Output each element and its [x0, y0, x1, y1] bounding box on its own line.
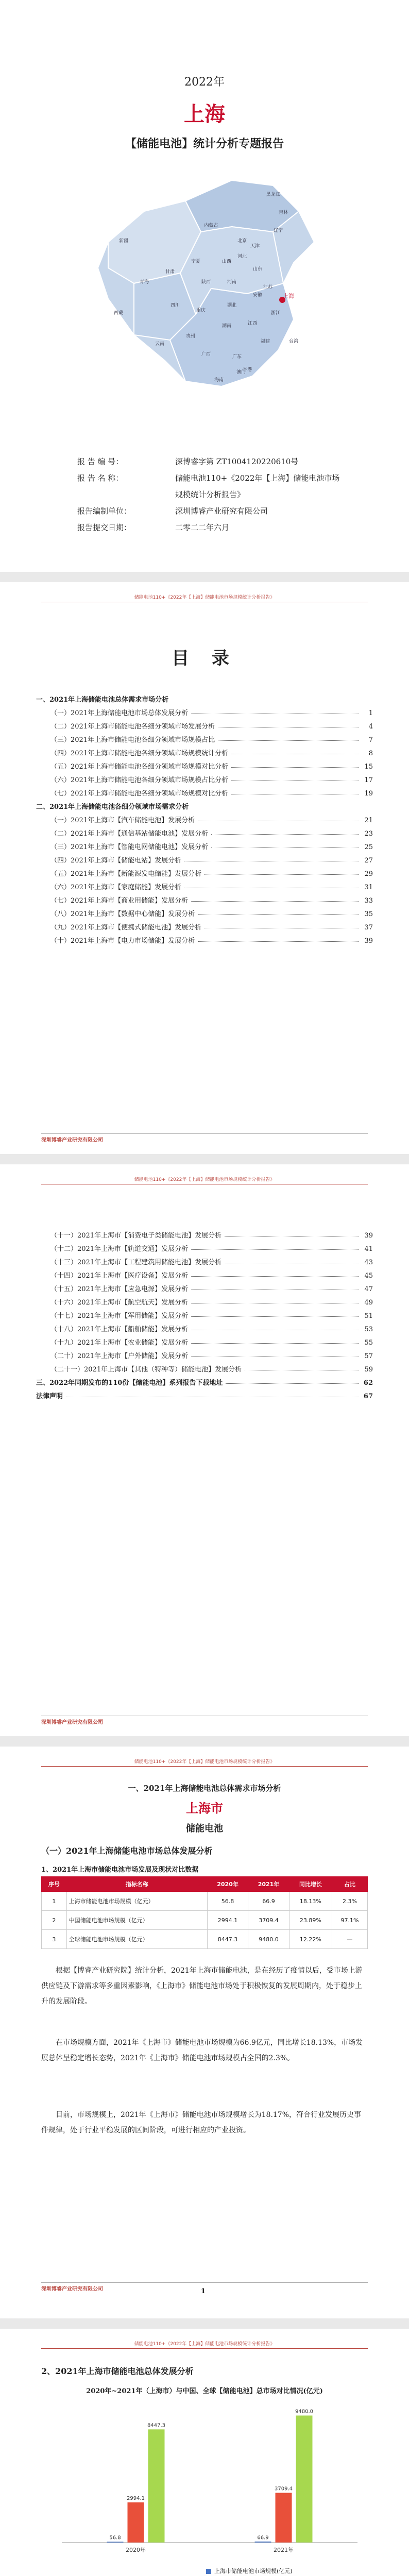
toc-entry-title: （三）2021年上海市【智能电网储能电池】发展分析: [50, 843, 209, 851]
toc-entry[interactable]: [36, 1347, 373, 1360]
info-row: [77, 503, 345, 519]
map-label: 广东: [232, 354, 242, 360]
product-heading: 储能电池: [186, 1823, 223, 1834]
toc-entry-page: 35: [364, 910, 373, 918]
map-label: 内蒙古: [204, 223, 218, 228]
toc-leader: [191, 1276, 359, 1277]
toc-leader: [191, 1316, 359, 1317]
table-cell: 2994.1: [207, 1911, 248, 1930]
table-cell: 3709.4: [248, 1911, 289, 1930]
toc-entry-title: （十五）2021年上海市【应急电源】发展分析: [50, 1285, 189, 1293]
toc-entry-title: （十四）2021年上海市【医疗设备】发展分析: [50, 1272, 189, 1280]
map-label: 湖北: [227, 303, 237, 308]
map-label: 黑龙江: [266, 192, 280, 197]
bar: [276, 2493, 292, 2543]
data-label: 2994.1: [127, 2496, 145, 2502]
toc-entry[interactable]: [36, 1307, 373, 1320]
map-label: 江苏: [263, 285, 273, 290]
toc-entry[interactable]: [36, 1253, 373, 1266]
map-label: 新疆: [118, 239, 129, 244]
toc-entry[interactable]: [36, 1374, 373, 1387]
toc-entry[interactable]: [36, 784, 373, 798]
table-header-cell: 同比增长: [289, 1877, 332, 1892]
table-cell: 97.1%: [332, 1911, 367, 1930]
subsection-heading: （一）2021年上海储能电池市场总体发展分析: [41, 1846, 213, 1856]
toc-entry-title: （六）2021年上海市储能电池各细分领域市场规模占比分析: [50, 776, 229, 784]
toc-entry[interactable]: [36, 824, 373, 838]
toc-entry-title: （六）2021年上海市【家庭储能】发展分析: [50, 884, 182, 891]
table-cell: 56.8: [207, 1892, 248, 1911]
toc-entry[interactable]: [36, 798, 373, 811]
toc-entry-title: （十）2021年上海市【电力市场储能】发展分析: [50, 937, 195, 945]
toc-entry-page: 55: [364, 1339, 373, 1347]
info-label: 报告编制单位：: [77, 506, 132, 516]
table-cell: 9480.0: [248, 1930, 289, 1949]
cover-year: 2022年: [184, 76, 225, 89]
info-label: 报告提交日期：: [77, 523, 132, 532]
content-page-1: [0, 1747, 409, 2318]
page-header: 储能电池110+《2022年【上海】储能电池市场规模统计分析报告》: [41, 2340, 368, 2349]
map-label: 上海: [283, 293, 294, 299]
toc-entry[interactable]: [36, 865, 373, 878]
toc-leader: [211, 834, 359, 835]
toc-entry-page: 27: [364, 857, 373, 865]
table-header-cell: 2020年: [207, 1877, 248, 1892]
toc-entry-page: 37: [364, 924, 373, 931]
page-footer: 深圳博睿产业研究有限公司: [41, 2282, 368, 2292]
toc-entry-title: 法律声明: [36, 1393, 63, 1400]
toc-entry[interactable]: [36, 717, 373, 731]
page-header: 储能电池110+《2022年【上海】储能电池市场规模统计分析报告》: [41, 1758, 368, 1767]
toc-entry-title: （四）2021年上海市储能电池各细分领域市场规模统计分析: [50, 750, 229, 757]
subsection-heading: 2、2021年上海市储能电池总体发展分析: [41, 2366, 194, 2376]
toc-leader: [198, 914, 359, 915]
toc-entry[interactable]: [36, 771, 373, 784]
toc-entry[interactable]: [36, 905, 373, 918]
info-row: [77, 453, 345, 470]
section-heading: 一、2021年上海储能电池总体需求市场分析: [128, 1784, 281, 1793]
toc-entry-title: （二十一）2021年上海市【其他（特种等）储能电池】发展分析: [50, 1366, 242, 1374]
toc-entry-page: 19: [364, 790, 373, 798]
toc-entry-title: （八）2021年上海市【数据中心储能】发展分析: [50, 910, 195, 918]
toc-entry-page: 67: [363, 1393, 373, 1400]
toc-entry-page: 59: [364, 1366, 373, 1374]
market-data-table: [41, 1876, 368, 1949]
info-label: 报 告 编 号：: [77, 457, 124, 466]
cover-page: [0, 0, 409, 572]
toc-entry-page: 53: [364, 1326, 373, 1333]
toc-entry-title: （七）2021年上海市储能电池各细分领域市场规模对比分析: [50, 790, 229, 798]
toc-entry-page: 31: [364, 884, 373, 891]
toc-entry-page: 25: [364, 843, 373, 851]
chart-legend: [206, 2567, 293, 2576]
toc-entry-title: （五）2021年上海市储能电池各细分领域市场规模对比分析: [50, 763, 229, 771]
toc-leader: [191, 1249, 359, 1250]
map-label: 湖南: [221, 324, 232, 329]
info-row: [77, 519, 345, 536]
toc-entry[interactable]: [36, 851, 373, 865]
data-label: 8447.3: [147, 2422, 165, 2429]
toc-leader: [191, 901, 359, 902]
toc-entry-title: （十七）2021年上海市【军用储能】发展分析: [50, 1312, 189, 1320]
map-label: 澳门: [236, 370, 246, 375]
table-row: [42, 1892, 368, 1911]
toc-entry-title: （十三）2021年上海市【工程建筑用储能电池】发展分析: [50, 1259, 222, 1266]
legend-item: [206, 2567, 293, 2576]
toc-leader: [191, 1343, 359, 1344]
toc-entry[interactable]: [36, 704, 373, 717]
toc-entry-page: 39: [364, 1232, 373, 1240]
china-map: [77, 165, 332, 402]
toc-leader: [226, 1383, 359, 1384]
toc-entry-page: 41: [364, 1245, 373, 1253]
toc-entry[interactable]: [36, 1333, 373, 1347]
page-header: 储能电池110+《2022年【上海】储能电池市场规模统计分析报告》: [41, 594, 368, 602]
data-label: 9480.0: [295, 2409, 313, 2415]
toc-entry-title: （十九）2021年上海市【农业储能】发展分析: [50, 1339, 189, 1347]
toc-page-1: [0, 582, 409, 1154]
bar: [128, 2502, 144, 2543]
toc-page-2: [0, 1164, 409, 1736]
cover-title: 【储能电池】统计分析专题报告: [125, 137, 284, 150]
map-label: 甘肃: [165, 269, 175, 275]
toc-entry[interactable]: [36, 891, 373, 905]
table-cell: 上海市储能电池市场规模（亿元）: [66, 1892, 207, 1911]
table-row: [42, 1930, 368, 1949]
map-label: 重庆: [196, 308, 206, 313]
data-label: 56.8: [109, 2535, 121, 2541]
toc-entry-page: 17: [364, 776, 373, 784]
toc-entry[interactable]: [36, 931, 373, 945]
toc-list: [36, 1226, 373, 1400]
map-label: 四川: [170, 303, 180, 308]
toc-entry-title: （二）2021年上海市储能电池各细分领域市场发展分析: [50, 723, 215, 731]
cover-city: 上海: [184, 102, 225, 126]
bar: [107, 2542, 124, 2543]
toc-entry-title: （四）2021年上海市【储能电站】发展分析: [50, 857, 182, 865]
table-cell: —: [332, 1930, 367, 1949]
toc-entry[interactable]: [36, 1266, 373, 1280]
toc-entry[interactable]: [36, 838, 373, 851]
toc-entry-page: 57: [364, 1352, 373, 1360]
toc-entry[interactable]: [36, 744, 373, 757]
toc-entry[interactable]: [36, 1387, 373, 1400]
map-label: 台湾: [288, 339, 299, 344]
map-label: 天津: [250, 244, 260, 249]
toc-entry-title: （三）2021年上海市储能电池各细分领域市场规模占比: [50, 736, 215, 744]
table-cell: 12.22%: [289, 1930, 332, 1949]
page-header: 储能电池110+《2022年【上海】储能电池市场规模统计分析报告》: [41, 1176, 368, 1184]
table-cell: 3: [42, 1930, 67, 1949]
content-page-2: [0, 2329, 409, 2576]
map-label: 安徽: [252, 293, 263, 298]
toc-entry[interactable]: [36, 731, 373, 744]
toc-entry-page: 49: [364, 1299, 373, 1307]
toc-entry[interactable]: [36, 1320, 373, 1333]
info-value: 储能电池110+《2022年【上海】储能电池市场规模统计分析报告》: [175, 473, 340, 499]
table-title: 1、2021年上海市储能电池市场发展及现状对比数据: [41, 1866, 199, 1874]
toc-entry-title: （一）2021年上海储能电池市场总体发展分析: [50, 709, 189, 717]
toc-entry[interactable]: [36, 1293, 373, 1307]
page-footer: 深圳博睿产业研究有限公司: [41, 1716, 368, 1725]
map-label: 河南: [227, 280, 237, 285]
map-label: 贵州: [185, 334, 196, 339]
table-header-cell: 序号: [42, 1877, 67, 1892]
map-label: 福建: [260, 339, 270, 344]
map-label: 浙江: [270, 311, 281, 316]
map-label: 海南: [214, 378, 224, 383]
map-label: 西藏: [113, 311, 124, 316]
page-number: 1: [201, 2287, 206, 2295]
toc-leader: [204, 874, 359, 875]
toc-entry[interactable]: [36, 878, 373, 891]
toc-entry-page: 15: [364, 763, 373, 771]
paragraph: 目前，市场规模上，2021年《上海市》储能电池市场规模增长为18.17%，符合行业发展历史事件规律，处于行业平稳发展的区间阶段，可进行相应的产业投资。: [41, 2111, 362, 2134]
table-cell: 1: [42, 1892, 67, 1911]
toc-entry-title: 三、2022年同期发布的110份【储能电池】系列报告下载地址: [36, 1379, 223, 1387]
table-header-cell: 指标名称: [66, 1877, 207, 1892]
table-header-cell: 占比: [332, 1877, 367, 1892]
x-tick-label: 2020年: [126, 2547, 146, 2553]
legend-swatch: [206, 2569, 211, 2574]
map-label: 香港: [242, 367, 252, 372]
map-label: 山西: [221, 259, 232, 264]
toc-leader: [218, 740, 359, 741]
toc-entry[interactable]: [36, 1280, 373, 1293]
toc-entry-title: （二十）2021年上海市【户外储能】发展分析: [50, 1352, 189, 1360]
toc-entry-page: 39: [364, 937, 373, 945]
city-heading: 上海市: [186, 1801, 223, 1816]
toc-entry-title: （二）2021年上海市【通信基站储能电池】发展分析: [50, 830, 209, 838]
table-cell: 18.13%: [289, 1892, 332, 1911]
toc-entry[interactable]: [36, 757, 373, 771]
bar: [148, 2429, 165, 2543]
toc-title: 目 录: [172, 648, 237, 669]
toc-entry[interactable]: [36, 1360, 373, 1374]
toc-entry-title: （十一）2021年上海市【消费电子类储能电池】发展分析: [50, 1232, 222, 1240]
bar: [296, 2416, 313, 2543]
map-label: 江西: [247, 321, 258, 326]
table-cell: 2.3%: [332, 1892, 367, 1911]
toc-entry-title: （五）2021年上海市【新能源发电储能】发展分析: [50, 870, 202, 878]
chart-title: 2020年~2021年（上海市）与中国、全球【储能电池】总市场对比情况(亿元): [86, 2387, 323, 2395]
toc-entry-page: 62: [363, 1379, 373, 1387]
toc-entry[interactable]: [36, 1240, 373, 1253]
toc-leader: [198, 941, 359, 942]
toc-entry-page: 4: [368, 723, 373, 731]
paragraph: 在市场规模方面，2021年《上海市》储能电池市场规模为66.9亿元，同比增长18.13%，市场发展总体呈稳定增长态势，2021年《上海市》储能电池市场规模占全国的2.3%。: [41, 2039, 363, 2062]
table-row: [42, 1911, 368, 1930]
info-value: 深圳博睿产业研究有限公司: [175, 506, 268, 516]
page-footer: 深圳博睿产业研究有限公司: [41, 1133, 368, 1143]
toc-entry-page: 33: [364, 897, 373, 905]
table-cell: 全球储能电池市场规模（亿元）: [66, 1930, 207, 1949]
table-cell: 23.89%: [289, 1911, 332, 1930]
map-label: 山东: [252, 267, 263, 272]
toc-entry-title: 一、2021年上海储能电池总体需求市场分析: [36, 696, 169, 704]
toc-entry-title: （九）2021年上海市【便携式储能电池】发展分析: [50, 924, 202, 931]
toc-entry-page: 45: [364, 1272, 373, 1280]
toc-entry-title: （十六）2021年上海市【航空航天】发展分析: [50, 1299, 189, 1307]
toc-list: [36, 690, 373, 945]
toc-entry-page: 23: [364, 830, 373, 838]
table-header-cell: 2021年: [248, 1877, 289, 1892]
map-label: 河北: [237, 254, 247, 259]
paragraph: 根据【博睿产业研究院】统计分析，2021年上海市储能电池，是在经历了疫情以后，受市场上游供应链及下游需求等多重因素影响，《上海市》储能电池市场处于积极恢复的发展周期内，处于稳步上升的发展阶段。: [41, 1967, 363, 2006]
table-cell: 中国储能电池市场规模（亿元）: [66, 1911, 207, 1930]
toc-entry-page: 47: [364, 1285, 373, 1293]
toc-entry-page: 21: [364, 817, 373, 824]
map-label: 广西: [201, 352, 211, 357]
map-label: 青海: [139, 280, 149, 285]
legend-label: 上海市储能电池市场规模(亿元): [214, 2568, 293, 2574]
data-label: 3709.4: [275, 2486, 293, 2492]
table-cell: 66.9: [248, 1892, 289, 1911]
toc-entry-title: （一）2021年上海市【汽车储能电池】发展分析: [50, 817, 195, 824]
data-label: 66.9: [257, 2535, 269, 2541]
toc-entry[interactable]: [36, 1226, 373, 1240]
toc-entry[interactable]: [36, 918, 373, 931]
map-label: 陕西: [201, 280, 211, 285]
info-value: 深博睿字第 ZT1004120220610号: [175, 457, 299, 466]
toc-entry-title: （十八）2021年上海市【船舶储能】发展分析: [50, 1326, 189, 1333]
toc-entry[interactable]: [36, 690, 373, 704]
map-label: 云南: [155, 342, 165, 347]
toc-entry-page: 29: [364, 870, 373, 878]
info-label: 报 告 名 称：: [77, 473, 124, 483]
toc-entry-page: 7: [368, 736, 373, 744]
market-comparison-chart: [41, 2398, 368, 2563]
map-label: 北京: [237, 239, 247, 244]
toc-entry-title: （十二）2021年上海市【轨道交通】发展分析: [50, 1245, 189, 1253]
table-cell: 8447.3: [207, 1930, 248, 1949]
table-cell: 2: [42, 1911, 67, 1930]
cover-info: [77, 453, 345, 536]
bar: [255, 2541, 271, 2543]
toc-entry-page: 8: [368, 750, 373, 757]
info-value: 二零二二年六月: [175, 523, 230, 532]
toc-entry-page: 43: [364, 1259, 373, 1266]
toc-entry[interactable]: [36, 811, 373, 824]
toc-entry-title: （七）2021年上海市【商业用储能】发展分析: [50, 897, 189, 905]
toc-entry-title: 二、2021年上海储能电池各细分领域市场需求分析: [36, 803, 189, 811]
toc-entry-page: 51: [364, 1312, 373, 1320]
toc-entry-page: 1: [368, 709, 373, 717]
info-row: [77, 470, 345, 503]
map-label: 宁夏: [191, 259, 201, 264]
map-label: 辽宁: [273, 228, 283, 233]
map-label: 吉林: [278, 210, 288, 215]
toc-leader: [231, 767, 359, 768]
x-tick-label: 2021年: [274, 2547, 294, 2553]
table-header-row: [42, 1877, 368, 1892]
